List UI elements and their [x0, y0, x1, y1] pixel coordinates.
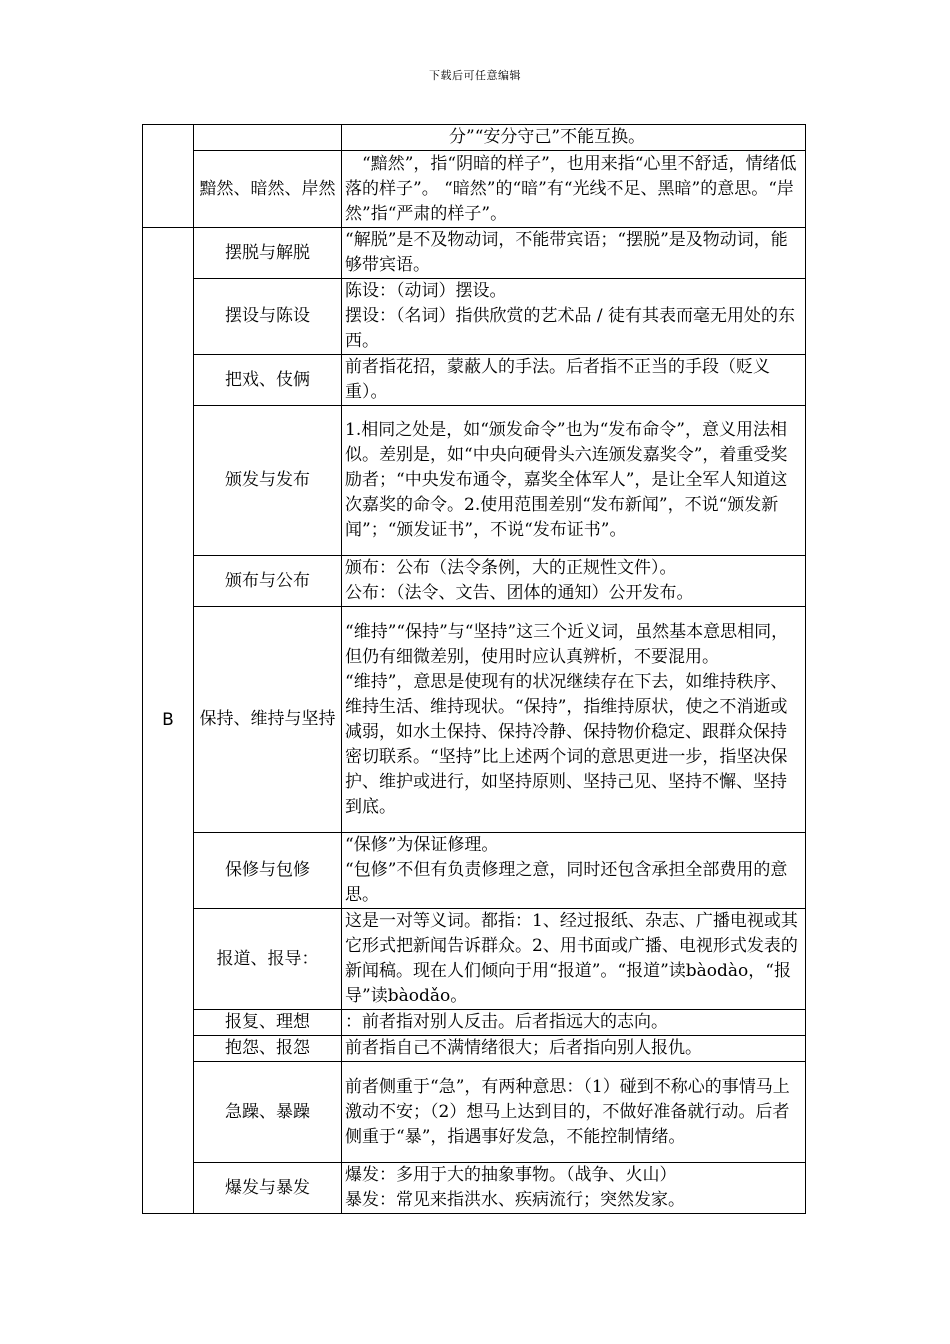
term-cell: 把戏、伎俩	[194, 355, 342, 406]
definition-line: 前者指花招，蒙蔽人的手法。后者指不正当的手段（贬义重）。	[345, 357, 770, 402]
definition-line: “包修”不但有负责修理之意，同时还包含承担全部费用的意思。	[345, 860, 788, 905]
definition-cell	[342, 909, 806, 1010]
term-cell: 抱怨、报怨	[194, 1036, 342, 1062]
definition-line: ：前者指对别人反击。后者指远大的志向。	[345, 1012, 668, 1032]
term-cell: 保持、维持与坚持	[194, 607, 342, 833]
definition-line: “黯然”，指“阴暗的样子”，也用来指“心里不舒适，情绪低落的样子”。 “暗然”的“暗”有“光线不足、黑暗”的意思。“岸然”指“严肃的样子”。	[345, 153, 797, 224]
definition-line: 前者侧重于“急”，有两种意思：（1）碰到不称心的事情马上激动不安；（2）想马上达到目的，不做好准备就行动。后者侧重于“暴”，指遇事好发急，不能控制情绪。	[345, 1076, 790, 1147]
table-row	[143, 125, 806, 151]
table-row	[143, 1010, 806, 1036]
term-cell: 急躁、暴躁	[194, 1062, 342, 1163]
definition-line: 分”“安分守己”不能互换。	[449, 127, 646, 147]
term-cell: 报道、报导：	[194, 909, 342, 1010]
definition-cell	[342, 1062, 806, 1163]
definition-cell	[342, 1163, 806, 1214]
table-row	[143, 406, 806, 556]
definition-cell	[342, 125, 806, 151]
definition-line: 这是一对等义词。都指：1、经过报纸、杂志、广播电视或其它形式把新闻告诉群众。2、用书面或广播、电视形式发表的新闻稿。现在人们倾向于用“报道”。“报道”读bàodào，“报导”读bàodǎo。	[345, 911, 798, 1006]
table-row	[143, 1062, 806, 1163]
definition-line: 1.相同之处是，如“颁发命令”也为“发布命令”，意义用法相似。差别是，如“中央向硬骨头六连颁发嘉奖令”，着重受奖励者；“中央发布通令，嘉奖全体军人”，是让全军人知道这次嘉奖的命令。2.使用范围差别“发布新闻”，不说“颁发新闻”；“颁发证书”，不说“发布证书”。	[345, 420, 788, 540]
term-cell: 摆脱与解脱	[194, 228, 342, 279]
definition-line: 暴发：常见来指洪水、疾病流行；突然发家。	[345, 1190, 685, 1210]
definition-cell	[342, 151, 806, 228]
definition-line: “维持”“保持”与“坚持”这三个近义词，虽然基本意思相同，但仍有细微差别，使用时应认真辨析，不要混用。	[345, 621, 789, 667]
term-cell: 黯然、暗然、岸然	[194, 151, 342, 228]
definition-line: “解脱”是不及物动词，不能带宾语；“摆脱”是及物动词，能够带宾语。	[345, 230, 788, 275]
table-row	[143, 833, 806, 909]
definition-line: 颁布：公布（法令条例，大的正规性文件）。	[345, 558, 677, 578]
vocabulary-table	[142, 124, 806, 1214]
table-row	[143, 151, 806, 228]
definition-cell	[342, 1010, 806, 1036]
definition-line: “保修”为保证修理。	[345, 835, 499, 855]
definition-line: 爆发：多用于大的抽象事物。（战争、火山）	[345, 1165, 677, 1185]
definition-cell	[342, 279, 806, 355]
term-cell: 爆发与暴发	[194, 1163, 342, 1214]
table-row	[143, 279, 806, 355]
definition-cell	[342, 556, 806, 607]
definition-line: “维持”，意思是使现有的状况继续存在下去，如维持秩序、维持生活、维持现状。“保持”，指维持原状，使之不消逝或减弱，如水土保持、保持冷静、保持物价稳定、跟群众保持密切联系。“坚持”比上述两个词的意思更进一步，指坚决保护、维护或进行，如坚持原则、坚持己见、坚持不懈、坚持到底。	[345, 671, 788, 817]
table-row	[143, 1163, 806, 1214]
term-cell	[194, 125, 342, 151]
definition-cell	[342, 833, 806, 909]
table-row	[143, 556, 806, 607]
table-row	[143, 355, 806, 406]
term-cell: 颁发与发布	[194, 406, 342, 556]
page-header: 下载后可任意编辑	[429, 69, 521, 82]
definition-cell	[342, 607, 806, 833]
term-cell: 报复、理想	[194, 1010, 342, 1036]
section-letter-cell: B	[143, 228, 194, 1214]
table-row	[143, 909, 806, 1010]
table-row	[143, 607, 806, 833]
term-cell: 保修与包修	[194, 833, 342, 909]
definition-line: 前者指自己不满情绪很大；后者指向别人报仇。	[345, 1038, 702, 1058]
definition-line: 摆设：（名词）指供欣赏的艺术品 / 徒有其表而毫无用处的东西。	[345, 306, 796, 351]
term-cell: 摆设与陈设	[194, 279, 342, 355]
section-letter-cell	[143, 125, 194, 228]
definition-cell	[342, 1036, 806, 1062]
definition-cell	[342, 355, 806, 406]
definition-cell	[342, 406, 806, 556]
term-cell: 颁布与公布	[194, 556, 342, 607]
table-row	[143, 228, 806, 279]
definition-cell	[342, 228, 806, 279]
table-row	[143, 1036, 806, 1062]
definition-line: 陈设：（动词）摆设。	[345, 281, 507, 301]
definition-line: 公布：（法令、文告、团体的通知）公开发布。	[345, 583, 694, 603]
